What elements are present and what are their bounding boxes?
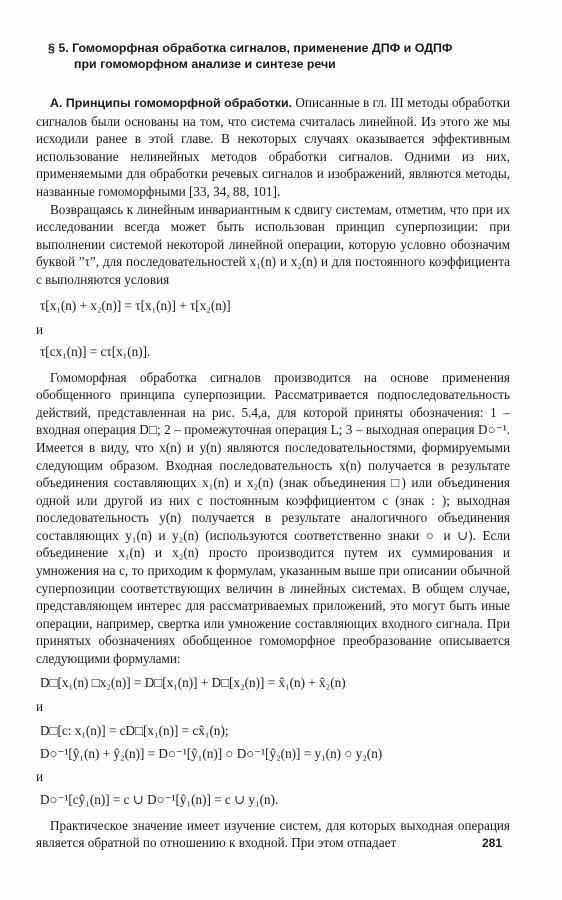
conjunction-and-3: и	[36, 768, 44, 784]
subsection-title: А. Принципы гомоморфной обработки.	[50, 96, 293, 110]
page-body	[36, 40, 510, 852]
paragraph-2: Возвращаясь к линейным инвариантным к сдвигу системам, отметим, что при их исследовании всегда может быть использован принцип суперпозиции: при выполнении системой некоторой линейной операции, которую условно обозначим буквой ”τ”, для последовательностей x₁(n) и x₂(n) и для постоянного коэффициента c выполняются условия	[36, 201, 510, 287]
equation-homomorphic-input: D□[x₁(n) □x₂(n)] = D□[x₁(n)] + D□[x₂(n)] = x̂₁(n) + x̂₂(n)	[40, 674, 346, 690]
equation-scale-output: D○⁻¹[cŷ₁(n)] = c ∪ D○⁻¹[ŷ₁(n)] = c ∪ y₁(n).	[40, 791, 279, 807]
heading-line-2: при гомоморфном анализе и синтезе речи	[74, 57, 336, 71]
paragraph-3: Гомоморфная обработка сигналов производится на основе применения обобщенного принципа суперпозиции. Рассматривается подпоследовательность действий, представленная на рис. 5.4,а, для которой приняты обозначения: 1 – входная операция D□; 2 – промежуточная операция L; 3 – выходная операция D○⁻¹. Имеется в виду, что x(n) и y(n) являются последовательностями, формируемыми следующим образом. Входная последовательность x(n) получается в результате объединения составляющих x₁(n) и x₂(n) (знак объединения □) или объединения одной или другой из них с постоянным коэффициентом c (знак : ); выходная последовательность y(n) получается в результате аналогичного объединения составляющих y₁(n) и y₂(n) (используются соответственно знаки ○ и ∪). Если объединение x₁(n) и x₂(n) просто производится путем их суммирования и умножения на c, то приходим к формулам, указанным выше при описании обычной суперпозиции соответствующих величин в линейных системах. В общем случае, представляющем интерес для рассматриваемых приложений, это могут быть иные операции, например, свертка или умножение составляющих входного сигнала. При принятых обозначениях обобщенное гомоморфное преобразование описывается следующими формулами:	[36, 369, 510, 667]
equation-superposition-sum: τ[x₁(n) + x₂(n)] = τ[x₁(n)] + τ[x₂(n)]	[40, 297, 231, 313]
equation-group	[40, 722, 510, 762]
conjunction-and-2: и	[36, 698, 44, 714]
heading-line-1: § 5. Гомоморфная обработка сигналов, применение ДПФ и ОДПФ	[48, 41, 453, 55]
equation-scale-input: D□[c: x₁(n)] = cD□[x₁(n)] = cx̂₁(n);	[40, 722, 229, 738]
paragraph-a-text: Описанные в гл. III методы обработки сигналов были основаны на том, что система считалась линейной. Из этого же мы исходили ранее в этой главе. В некоторых случаях оказывается эффективным использование нелинейных методов обработки сигналов. Одними из них, применяемыми для обработки речевых сигналов и изображений, являются методы, названные гомоморфными [33, 34, 88, 101].	[36, 95, 511, 199]
conjunction-and-1: и	[36, 321, 44, 337]
equation-homomorphic-output: D○⁻¹[ŷ₁(n) + ŷ₂(n)] = D○⁻¹[ŷ₁(n)] ○ D○⁻¹[ŷ₂(n)] = y₁(n) ○ y₂(n)	[40, 745, 383, 761]
paragraph-4: Практическое значение имеет изучение систем, для которых выходная операция является обратной по отношению к входной. При этом отпадает	[36, 817, 510, 851]
page-number: 281	[482, 836, 503, 850]
equation-superposition-scale: τ[cx₁(n)] = cτ[x₁(n)].	[40, 343, 151, 359]
paragraph-a	[36, 94, 510, 201]
section-heading	[48, 40, 510, 72]
